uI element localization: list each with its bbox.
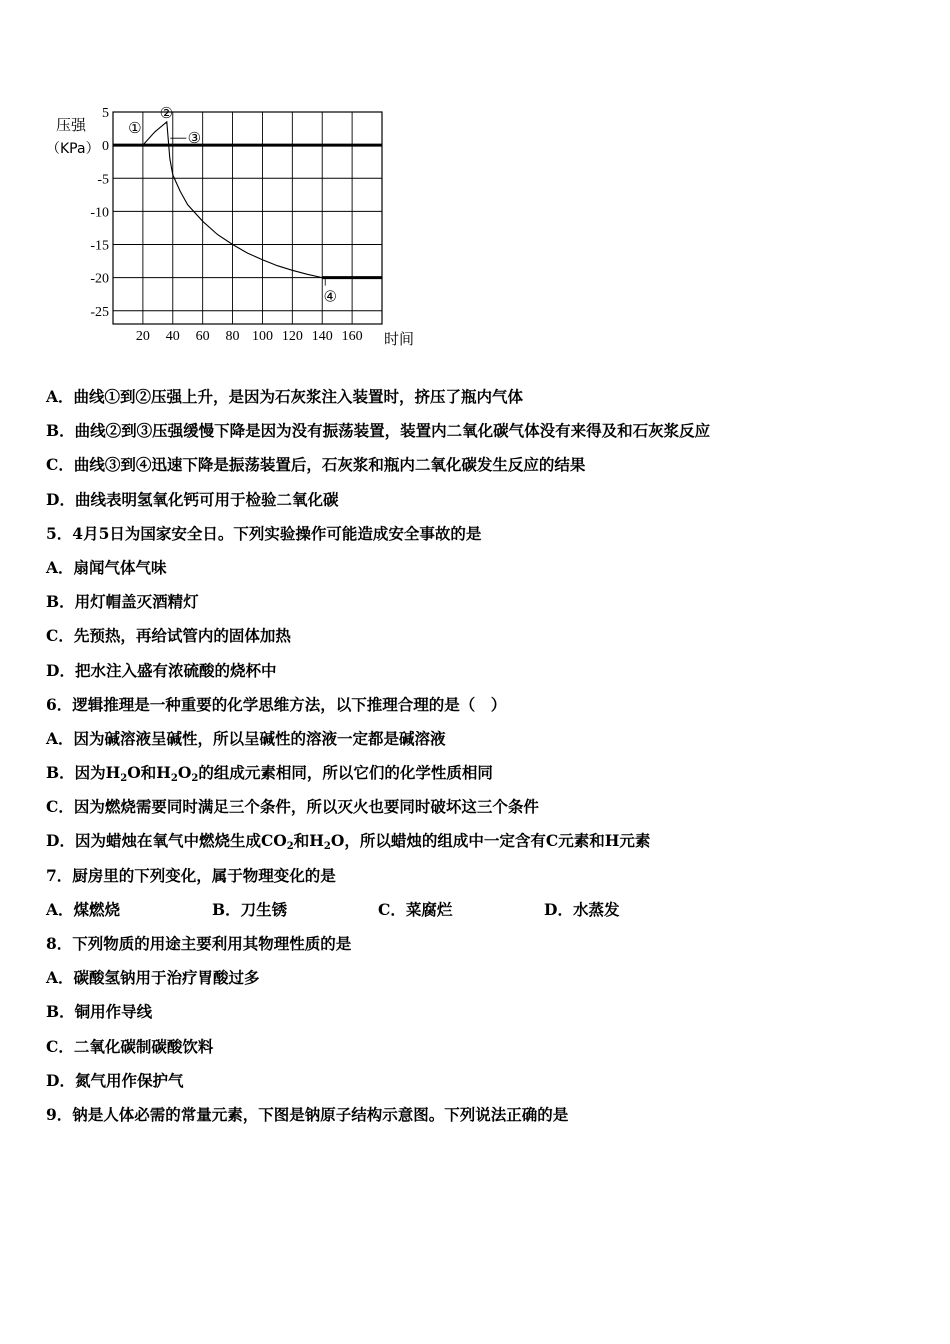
- q6-option-a: A．因为碱溶液呈碱性，所以呈碱性的溶液一定都是碱溶液: [46, 728, 446, 748]
- y-tick-label: -5: [97, 172, 109, 188]
- x-tick-label: 80: [225, 329, 240, 344]
- q6-b-sub-1: 2: [120, 773, 128, 785]
- q6-b-text-4: 的组成元素相同，所以它们的化学性质相同: [198, 763, 493, 783]
- q6-b-sub-2: 2: [170, 773, 178, 785]
- q6-d-sub-1: 2: [286, 841, 294, 853]
- y-tick-label: -20: [90, 271, 109, 287]
- q8-option-b: B．铜用作导线: [46, 1002, 153, 1022]
- question-list: [46, 380, 916, 1132]
- x-tick-label: 160: [341, 329, 363, 344]
- x-tick-label: 140: [311, 329, 333, 344]
- q8-stem: 8．下列物质的用途主要利用其物理性质的是: [46, 934, 352, 953]
- q7-option-b: B．刀生锈: [212, 899, 288, 919]
- q7-option-d: D．水蒸发: [544, 899, 620, 919]
- y-tick-label: -15: [90, 238, 109, 254]
- q7-option-c: C．菜腐烂: [378, 899, 453, 919]
- q6-b-sub-3: 2: [191, 773, 199, 785]
- q6-option-b: [46, 756, 916, 790]
- y-tick-label: 0: [102, 139, 109, 155]
- q8-option-c: C．二氧化碳制碳酸饮料: [46, 1036, 214, 1056]
- x-tick-label: 120: [281, 329, 303, 344]
- q6-d-text-2: 和H: [293, 831, 324, 851]
- q8-option-a: A．碳酸氢钠用于治疗胃酸过多: [46, 968, 260, 988]
- q5-option-a: A．扇闻气体气味: [46, 557, 167, 577]
- q7-options: [46, 893, 916, 927]
- q4-option-c: C．曲线③到④迅速下降是振荡装置后，石灰浆和瓶内二氧化碳发生反应的结果: [46, 455, 586, 475]
- q5-option-b: B．用灯帽盖灭酒精灯: [46, 592, 199, 612]
- y-axis-label-line2: （KPa）: [46, 141, 100, 157]
- q4-option-a: A．曲线①到②压强上升，是因为石灰浆注入装置时，挤压了瓶内气体: [46, 387, 524, 406]
- q6-b-text-2: O和H: [127, 763, 171, 783]
- pressure-chart-svg: [40, 100, 420, 355]
- q4-option-b: B．曲线②到③压强缓慢下降是因为没有振荡装置，装置内二氧化碳气体没有来得及和石灰浆反应: [46, 421, 711, 441]
- x-tick-label: 60: [195, 329, 210, 344]
- q9-stem: 9．钠是人体必需的常量元素，下图是钠原子结构示意图。下列说法正确的是: [46, 1104, 569, 1124]
- q6-b-text-3: O: [177, 763, 192, 783]
- marker-1: ①: [128, 119, 142, 138]
- x-tick-label: 40: [165, 329, 180, 344]
- y-tick-label: 5: [102, 106, 109, 121]
- y-axis-label-line1: 压强: [56, 116, 87, 134]
- q7-stem: 7．厨房里的下列变化，属于物理变化的是: [46, 865, 336, 885]
- x-tick-label: 20: [135, 329, 150, 344]
- q6-option-d: [46, 824, 916, 858]
- y-tick-label: -10: [90, 205, 109, 221]
- q6-stem: 6．逻辑推理是一种重要的化学思维方法，以下推理合理的是（ ）: [46, 694, 507, 714]
- x-tick-label: 100: [251, 329, 273, 344]
- q6-option-c: C．因为燃烧需要同时满足三个条件，所以灭火也要同时破坏这三个条件: [46, 797, 539, 817]
- q5-option-d: D．把水注入盛有浓硫酸的烧杯中: [46, 660, 277, 680]
- q5-option-c: C．先预热，再给试管内的固体加热: [46, 626, 291, 646]
- q6-d-text-1: D．因为蜡烛在氧气中燃烧生成CO: [46, 831, 287, 851]
- marker-2: ②: [159, 104, 174, 122]
- x-axis-label: 时间: [384, 330, 415, 348]
- pressure-chart: [40, 100, 420, 355]
- y-tick-label: -25: [90, 304, 109, 320]
- q5-stem: 5．4月5日为国家安全日。下列实验操作可能造成安全事故的是: [46, 523, 482, 543]
- marker-3: ③: [187, 129, 202, 148]
- q6-b-text-1: B．因为H: [46, 763, 121, 783]
- marker-4: ④: [323, 287, 337, 306]
- q8-option-d: D．氮气用作保护气: [46, 1070, 184, 1090]
- q4-option-d: D．曲线表明氢氧化钙可用于检验二氧化碳: [46, 489, 339, 509]
- q6-d-sub-2: 2: [323, 841, 331, 853]
- q7-option-a: A．煤燃烧: [46, 899, 121, 919]
- q6-d-text-3: O，所以蜡烛的组成中一定含有C元素和H元素: [330, 831, 651, 851]
